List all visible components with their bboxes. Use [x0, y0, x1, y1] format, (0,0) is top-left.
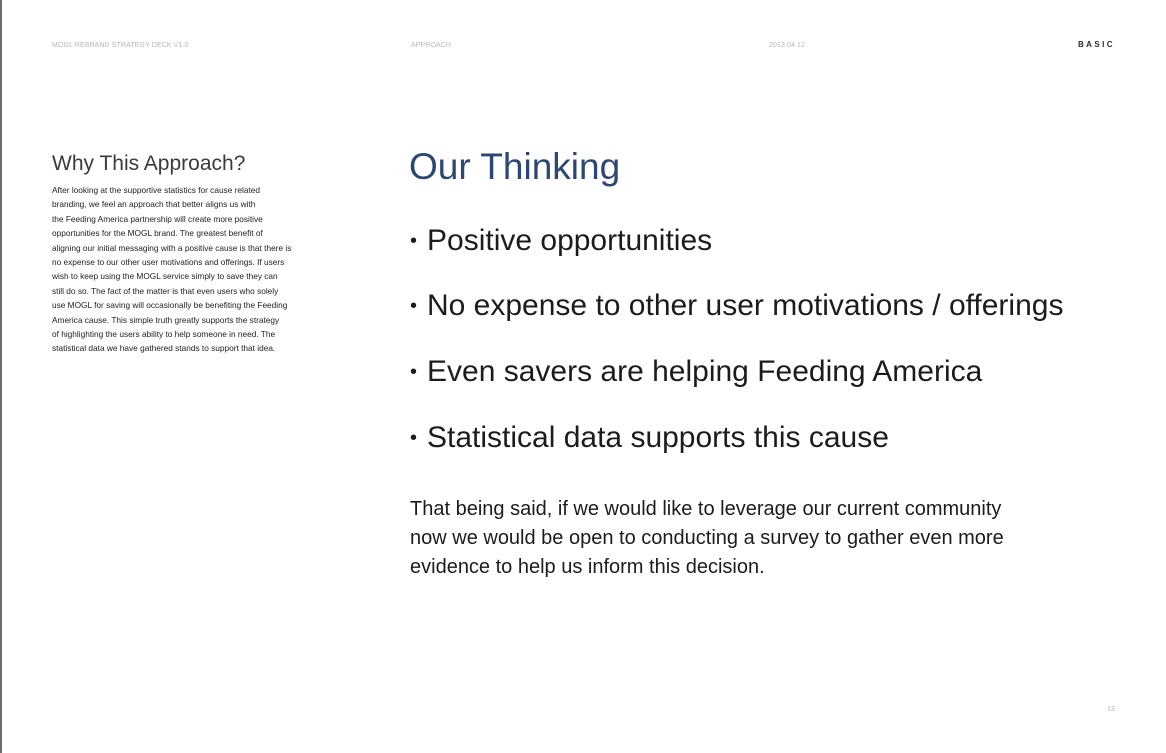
- sidebar-body-text: [52, 183, 332, 356]
- sidebar-body-line: of highlighting the users ability to help someone in need. The: [52, 329, 276, 340]
- page-number: 13: [1107, 706, 1115, 713]
- sidebar-body-line: still do so. The fact of the matter is that even users who solely: [52, 285, 279, 296]
- page-left-edge-rule: [0, 0, 2, 753]
- sidebar-heading: Why This Approach?: [52, 152, 246, 175]
- bullet-item: [410, 420, 889, 456]
- sidebar-body-line: use MOGL for saving will occasionally be benefiting the Feeding: [52, 300, 288, 311]
- brand-logo-text: BASIC: [1078, 40, 1115, 49]
- bullet-text: Even savers are helping Feeding America: [427, 355, 983, 388]
- bullet-dot-icon: •: [410, 361, 418, 383]
- sidebar-body-line: After looking at the supportive statistics for cause related: [52, 185, 260, 195]
- header-document-title: MOGL REBRAND STRATEGY DECK V1.0: [52, 42, 189, 49]
- sidebar-body-line: statistical data we have gathered stands to support that idea.: [52, 343, 276, 354]
- bullet-text: Statistical data supports this cause: [427, 421, 889, 454]
- sidebar-body-line: opportunities for the MOGL brand. The greatest benefit of: [52, 228, 263, 239]
- closing-line: That being said, if we would like to leverage our current community: [410, 498, 1002, 520]
- bullet-dot-icon: •: [410, 230, 418, 252]
- closing-line: evidence to help us inform this decision.: [410, 556, 765, 578]
- bullet-dot-icon: •: [410, 295, 418, 317]
- closing-line: now we would be open to conducting a survey to gather even more: [410, 527, 1004, 549]
- header-date: 2013.04.12: [769, 42, 806, 49]
- sidebar-body-line: branding, we feel an approach that better aligns us with: [52, 199, 256, 210]
- bullet-item: [410, 223, 712, 259]
- sidebar-body-line: aligning our initial messaging with a positive cause is that there is: [52, 242, 292, 253]
- bullet-dot-icon: •: [410, 427, 418, 449]
- bullet-item: [410, 288, 1063, 324]
- header-section-name: APPROACH: [411, 42, 452, 49]
- closing-paragraph: [410, 495, 1110, 582]
- bullet-text: Positive opportunities: [427, 224, 713, 257]
- sidebar-body-line: the Feeding America partnership will create more positive: [52, 213, 263, 224]
- bullet-item: [410, 354, 982, 390]
- sidebar-body-line: wish to keep using the MOGL service simply to save they can: [52, 271, 278, 282]
- sidebar-body-line: America cause. This simple truth greatly supports the strategy: [52, 314, 280, 325]
- main-title: Our Thinking: [409, 146, 621, 187]
- bullet-text: No expense to other user motivations / offerings: [427, 289, 1064, 322]
- sidebar-body-line: no expense to our other user motivations and offerings. If users: [52, 257, 285, 268]
